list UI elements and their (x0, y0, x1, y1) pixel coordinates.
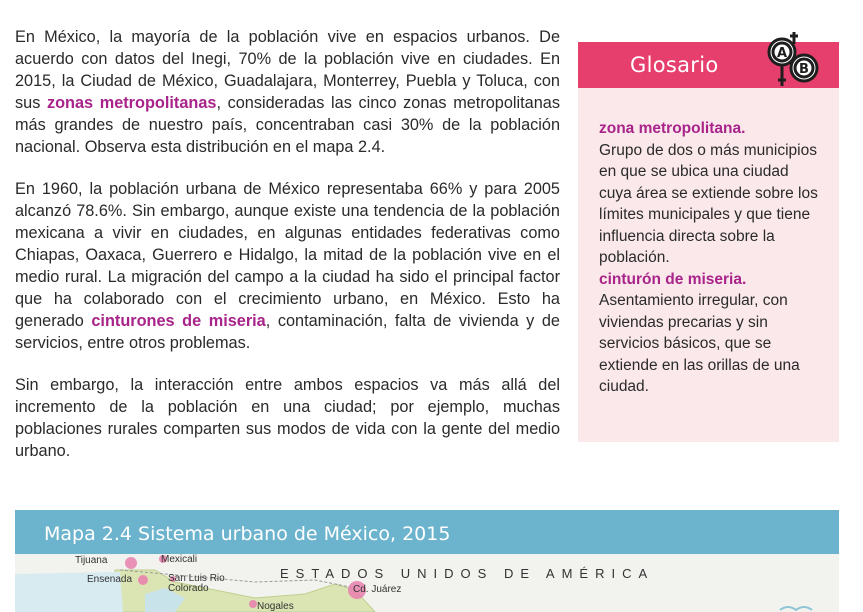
paragraph-1: En México, la mayoría de la población vive en espacios urbanos. De acuerdo con datos del Inegi, 70% de la población vive en ciudades. En 2015, la Ciudad de México, Guadalajara, Monterrey, Puebla y Toluca, con sus zonas metropolitanas, consideradas las cinco zonas metropolitanas más grandes de nuestro país, concentraban casi 30% de la población nacional. Observa esta distribución en el mapa 2.4. (15, 28, 560, 156)
map-graphic (15, 554, 839, 612)
map-section (15, 510, 839, 612)
country-label-usa: ESTADOS UNIDOS DE AMÉRICA (280, 566, 655, 581)
city-dot-ensenada (138, 575, 148, 585)
paragraph-2: En 1960, la población urbana de México representaba 66% y para 2005 alcanzó 78.6%. Sin embargo, aunque existe una tendencia de la población mexicana a vivir en ciudades, en algunas entidades federativas como Chiapas, Oaxaca, Guerrero e Hidalgo, la mitad de la población vive en el medio rural. La migración del campo a la ciudad ha sido el principal factor que ha colaborado con el crecimiento urbano, en México. Esto ha generado cinturones de miseria, contaminación, falta de vivienda y de servicios, entre otros problemas. (15, 180, 560, 352)
glossary-header (578, 42, 839, 88)
city-label-san-luis: San Luis Rio Colorado (168, 573, 225, 594)
dictionary-ab-icon (764, 30, 822, 90)
city-dot-nogales (249, 600, 257, 608)
glossary-term-1: zona metropolitana. (599, 120, 746, 137)
paragraph-3: Sin embargo, la interacción entre ambos espacios va más allá del incremento de la población en una ciudad; por ejemplo, muchas poblaciones rurales comparten sus modos de vida con la gente del medio urbano. (15, 376, 560, 460)
city-label-ensenada: Ensenada (87, 574, 133, 585)
glossary-term-2: cinturón de miseria. (599, 270, 747, 288)
term-cinturones-de-miseria: cinturones de miseria (91, 312, 266, 330)
city-label-mexicali: Mexicali (161, 554, 198, 565)
glossary-definition-1: Grupo de dos o más municipios en que se ubica una ciudad cuya área se extiende sobre los límites municipales y que tiene influencia directa sobre la población. (599, 141, 818, 266)
main-text (15, 26, 560, 482)
glossary-definition-2: Asentamiento irregular, con viviendas precarias y sin servicios básicos, que se extiende en las orillas de una ciudad. (599, 292, 800, 395)
term-zonas-metropolitanas: zonas metropolitanas (46, 94, 217, 112)
city-dot-tijuana (125, 557, 137, 569)
glossary-body (578, 88, 839, 398)
glossary-title: Glosario (630, 53, 719, 77)
city-label-cd-juarez: Cd. Juárez (353, 584, 402, 595)
map-title: Mapa 2.4 Sistema urbano de México, 2015 (15, 510, 839, 554)
icon-letter-b: B (799, 62, 809, 77)
city-label-nogales: Nogales (257, 601, 294, 612)
icon-letter-a: A (776, 46, 788, 61)
map-area (15, 554, 839, 612)
glossary-box (578, 42, 839, 442)
city-label-tijuana: Tijuana (75, 555, 108, 566)
